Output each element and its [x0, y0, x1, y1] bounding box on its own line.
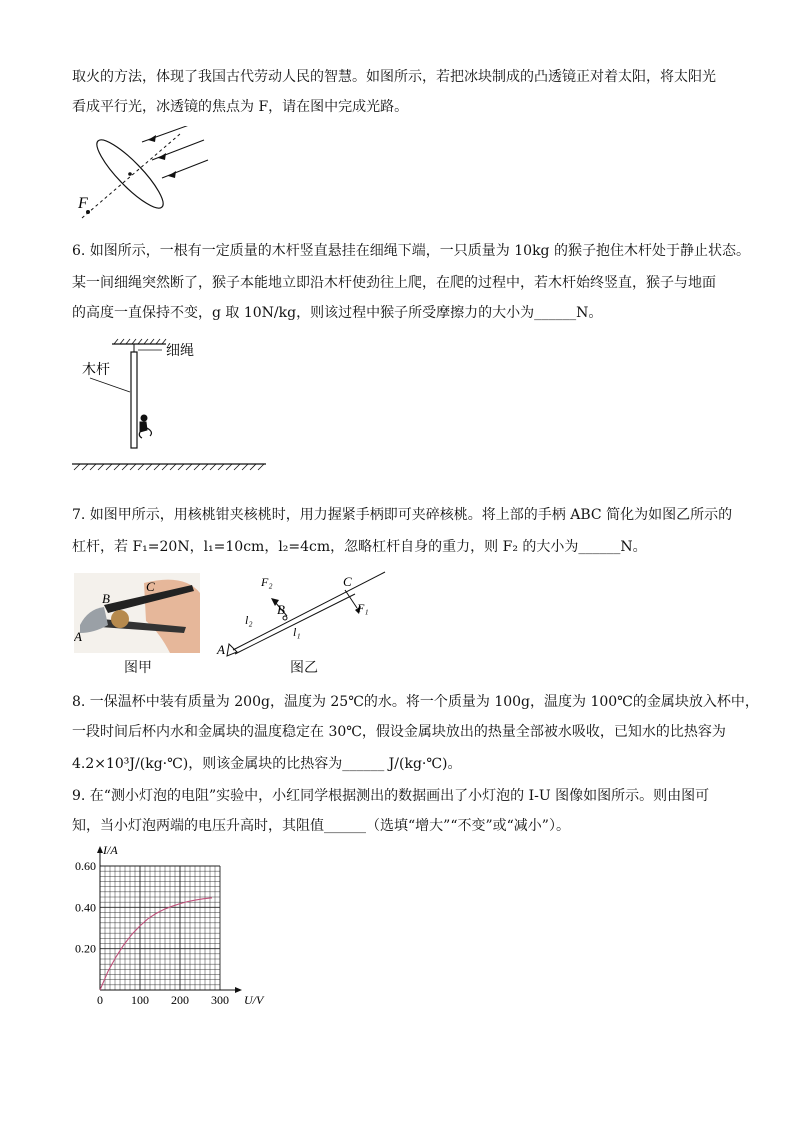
photo-label-c: C — [146, 579, 155, 594]
walnut — [111, 610, 129, 628]
q5-text-line-1: 取火的方法，体现了我国古代劳动人民的智慧。如图所示，若把冰块制成的凸透镜正对着太阳，将太阳光 — [72, 69, 716, 85]
q8-text-line-1: 8. 一保温杯中装有质量为 200g，温度为 25℃的水。将一个质量为 100g，温度为 100℃的金属块放入杯中， — [72, 694, 759, 710]
y-tick-label: 0.60 — [75, 859, 96, 873]
label-c: C — [343, 574, 352, 589]
q9-text-line-2: 知，当小灯泡两端的电压升高时，其阻值______（选填“增大”“不变”或“减小”）。 — [72, 818, 570, 834]
lever-line-bottom — [235, 594, 355, 654]
y-tick-label: 0.20 — [75, 941, 96, 956]
q6-text-line-2: 某一间细绳突然断了，猴子本能地立即沿木杆使劲往上爬，在爬的过程中，若木杆始终竖直，猴子与地面 — [72, 275, 716, 291]
label-l1: l₁ — [293, 625, 301, 639]
q7-text-line-2: 杠杆，若 F₁=20N，l₁=10cm，l₂=4cm，忽略杠杆自身的重力，则 F₂ 的大小为______N。 — [72, 539, 647, 555]
label-f1: F₁ — [357, 601, 369, 615]
pole-monkey-figure — [70, 336, 270, 472]
x-tick-label: 300 — [211, 993, 229, 1007]
photo-label-b: B — [102, 591, 110, 606]
caption-figure-a: 图甲 — [124, 660, 152, 676]
focus-label: F — [78, 195, 88, 212]
label-rope: 细绳 — [166, 343, 194, 359]
q8-text-line-3: 4.2×10³J/(kg·℃)，则该金属块的比热容为______ J/(kg·℃)。 — [72, 756, 462, 772]
label-f2: F₂ — [261, 575, 273, 589]
x-tick-label: 100 — [131, 993, 149, 1007]
wooden-pole — [131, 352, 137, 448]
label-pole: 木杆 — [82, 362, 110, 378]
jaw — [80, 607, 108, 633]
f1-force — [345, 590, 357, 608]
label-l2: l₂ — [245, 613, 253, 627]
x-axis-label: U/V — [244, 993, 264, 1007]
iu-chart — [66, 840, 276, 1010]
photo-label-a: A — [74, 629, 82, 644]
nutcracker-photo — [74, 573, 200, 653]
caption-figure-b: 图乙 — [290, 660, 318, 676]
ray-2-arrow — [158, 153, 166, 160]
y-axis-label: I/A — [103, 843, 118, 857]
ray-3 — [162, 160, 208, 178]
optical-center — [128, 172, 132, 176]
x-tick-label: 0 — [97, 993, 103, 1007]
lever-diagram — [215, 566, 395, 662]
q6-text-line-3: 的高度一直保持不变，g 取 10N/kg，则该过程中猴子所受摩擦力的大小为______N。 — [72, 305, 603, 321]
ceiling-hatch — [114, 339, 166, 344]
ray-1-arrow — [148, 135, 156, 142]
ice-lens-figure — [72, 126, 212, 222]
pole-pointer — [90, 378, 130, 392]
q6-text-line-1: 6. 如图所示，一根有一定质量的木杆竖直悬挂在细绳下端，一只质量为 10kg 的猴子抱住木杆处于静止状态。 — [72, 243, 750, 259]
q5-text-line-2: 看成平行光，冰透镜的焦点为 F，请在图中完成光路。 — [72, 99, 409, 115]
q7-text-line-1: 7. 如图甲所示，用核桃钳夹核桃时，用力握紧手柄即可夹碎核桃。将上部的手柄 ABC 简化为如图乙所示的 — [72, 507, 733, 523]
ray-3-arrow — [168, 171, 176, 178]
y-tick-label: 0.40 — [75, 900, 96, 915]
q9-text-line-1: 9. 在“测小灯泡的电阻”实验中，小红同学根据测出的数据画出了小灯泡的 I-U 图像如图所示。则由图可 — [72, 788, 710, 804]
x-axis-arrow — [235, 987, 242, 993]
q8-text-line-2: 一段时间后杯内水和金属块的温度稳定在 30℃，假设金属块放出的热量全部被水吸收，已知水的比热容为 — [72, 724, 726, 740]
label-b: B — [277, 602, 285, 617]
x-tick-label: 200 — [171, 993, 189, 1007]
ground-hatch — [74, 464, 264, 470]
monkey-icon — [139, 415, 151, 438]
label-a: A — [217, 642, 225, 657]
